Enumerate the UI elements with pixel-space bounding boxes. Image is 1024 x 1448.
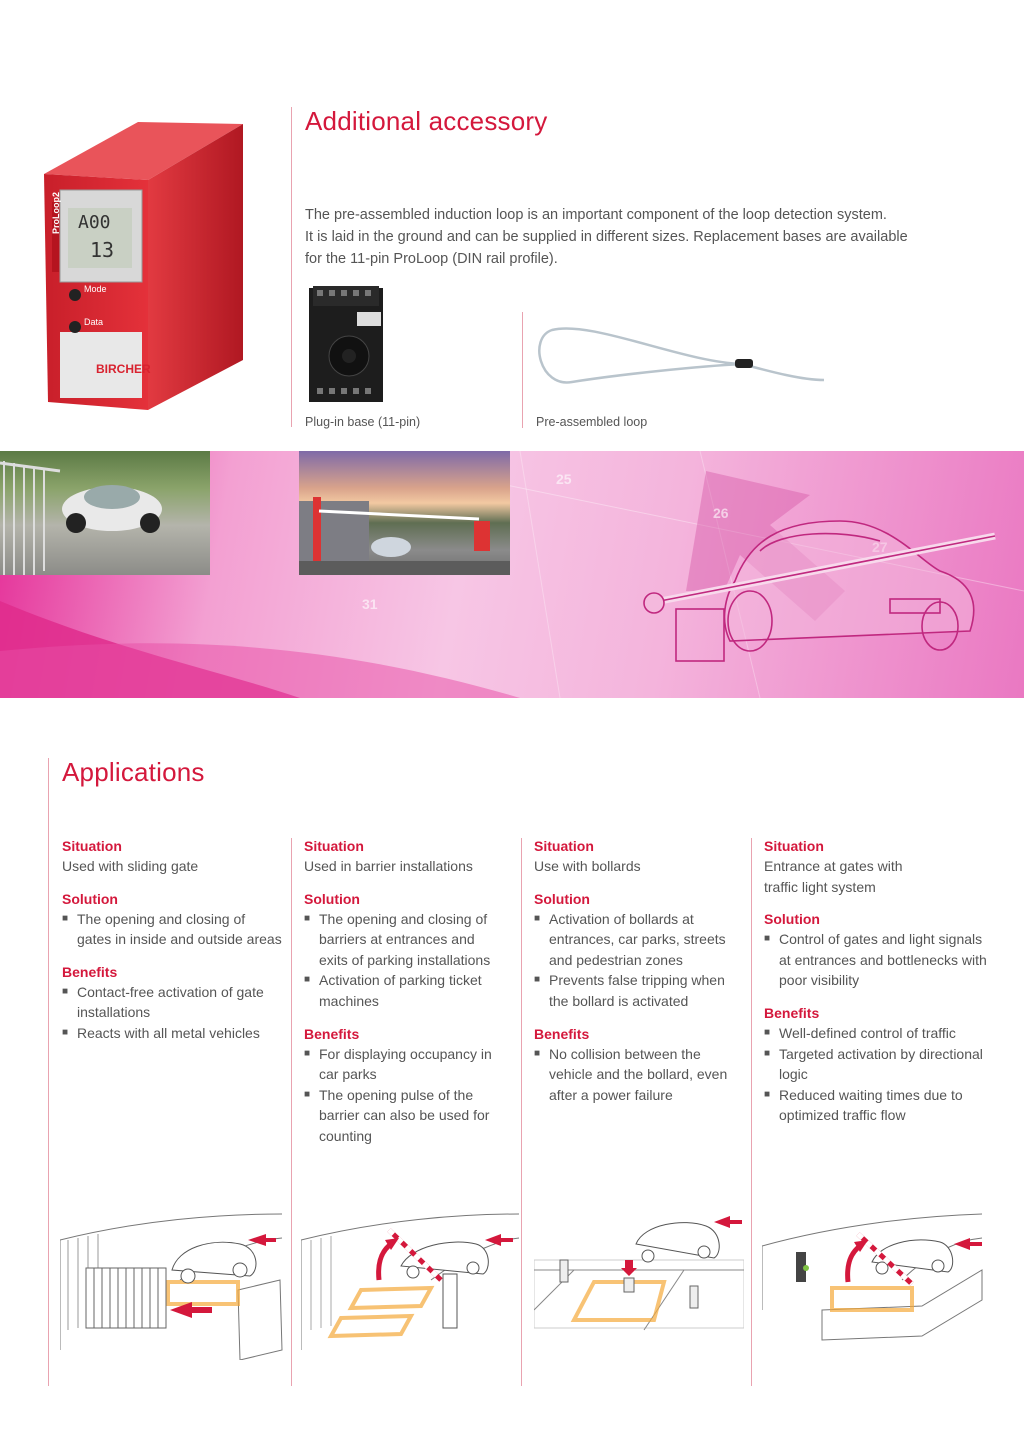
barrier-photo (299, 451, 510, 575)
situation-text: Entrance at gates with (764, 858, 903, 874)
solution-item: ■ Control of gates and light signals at entrances and bottlenecks with poor visibility (764, 929, 989, 991)
accessory-title: Additional accessory (305, 106, 548, 136)
description-line: The pre-assembled induction loop is an important component of the loop detection system. (305, 207, 887, 223)
benefits-heading: Benefits (304, 1025, 360, 1042)
application-column-sliding-gate (62, 836, 282, 1044)
plug-in-base-caption: Plug-in base (11-pin) (305, 415, 421, 429)
traffic-light-illustration (762, 1210, 987, 1360)
proloop-device-image (38, 112, 252, 414)
application-column-barrier (304, 836, 504, 1147)
situation-heading: Situation (764, 838, 824, 854)
situation-text: Used in barrier installations (304, 858, 473, 874)
column-divider-3 (751, 838, 752, 1386)
solution-item: ■ Activation of bollards at entrances, car parks, streets and pedestrian zones (534, 909, 734, 971)
banner-number-25: 25 (556, 471, 572, 487)
application-column-bollards (534, 836, 734, 1105)
situation-text: traffic light system (764, 878, 876, 895)
benefit-item: ■ Targeted activation by directional logic (764, 1044, 989, 1085)
sliding-gate-photo (0, 451, 210, 575)
solution-item: ■ Prevents false tripping when the bollard is activated (534, 970, 734, 1011)
solution-heading: Solution (62, 890, 118, 907)
accessory-item-divider (522, 312, 523, 428)
sliding-gate-illustration (60, 1210, 285, 1360)
applications-divider-title (48, 758, 49, 1386)
description-line: for the 11-pin ProLoop (DIN rail profile). (305, 251, 558, 267)
device-display-top: A00 (78, 212, 111, 233)
benefit-item: ■ Reacts with all metal vehicles (62, 1023, 282, 1044)
solution-heading: Solution (764, 911, 820, 928)
benefit-item: ■ For displaying occupancy in car parks (304, 1044, 504, 1085)
solution-heading: Solution (304, 890, 360, 907)
device-label-data: Data (84, 317, 104, 327)
benefit-item: ■ Well-defined control of traffic (764, 1023, 989, 1044)
situation-text: Used with sliding gate (62, 858, 199, 874)
bollards-illustration (534, 1210, 744, 1360)
benefit-item: ■ Contact-free activation of gate installations (62, 982, 282, 1023)
description-line: It is laid in the ground and can be supplied in different sizes. Replacement bases are available (305, 229, 908, 245)
accessory-divider (291, 107, 292, 427)
pre-assembled-loop-caption: Pre-assembled loop (536, 415, 648, 429)
solution-item: ■ The opening and closing of barriers at entrances and exits of parking installations (304, 909, 504, 971)
column-divider-1 (291, 838, 292, 1386)
device-model-label: ProLoop2 (51, 192, 61, 234)
benefits-heading: Benefits (534, 1025, 590, 1042)
benefits-heading: Benefits (62, 963, 118, 980)
column-divider-2 (521, 838, 522, 1386)
situation-heading: Situation (534, 838, 594, 854)
applications-title: Applications (62, 757, 205, 787)
situation-heading: Situation (62, 838, 122, 854)
plug-in-base-image (305, 282, 385, 406)
device-brand-logo: BIRCHER (96, 362, 151, 376)
barrier-illustration (301, 1210, 521, 1360)
application-column-traffic-light (764, 836, 989, 1126)
benefit-item: ■ The opening pulse of the barrier can also be used for counting (304, 1085, 504, 1147)
solution-item: ■ The opening and closing of gates in inside and outside areas (62, 909, 282, 950)
barrier-car-drawing (640, 481, 1000, 698)
solution-item: ■ Activation of parking ticket machines (304, 970, 504, 1011)
solution-heading: Solution (534, 890, 590, 907)
device-display-bottom: 13 (90, 238, 115, 262)
device-label-mode: Mode (84, 284, 107, 294)
situation-text: Use with bollards (534, 858, 641, 874)
banner-number-26: 26 (713, 505, 729, 521)
benefits-heading: Benefits (764, 1004, 820, 1021)
situation-heading: Situation (304, 838, 364, 854)
accessory-description (305, 204, 945, 270)
benefit-item: ■ Reduced waiting times due to optimized traffic flow (764, 1085, 989, 1126)
banner-number-31: 31 (362, 596, 378, 612)
pre-assembled-loop-image (532, 318, 827, 390)
benefit-item: ■ No collision between the vehicle and the bollard, even after a power failure (534, 1044, 734, 1106)
